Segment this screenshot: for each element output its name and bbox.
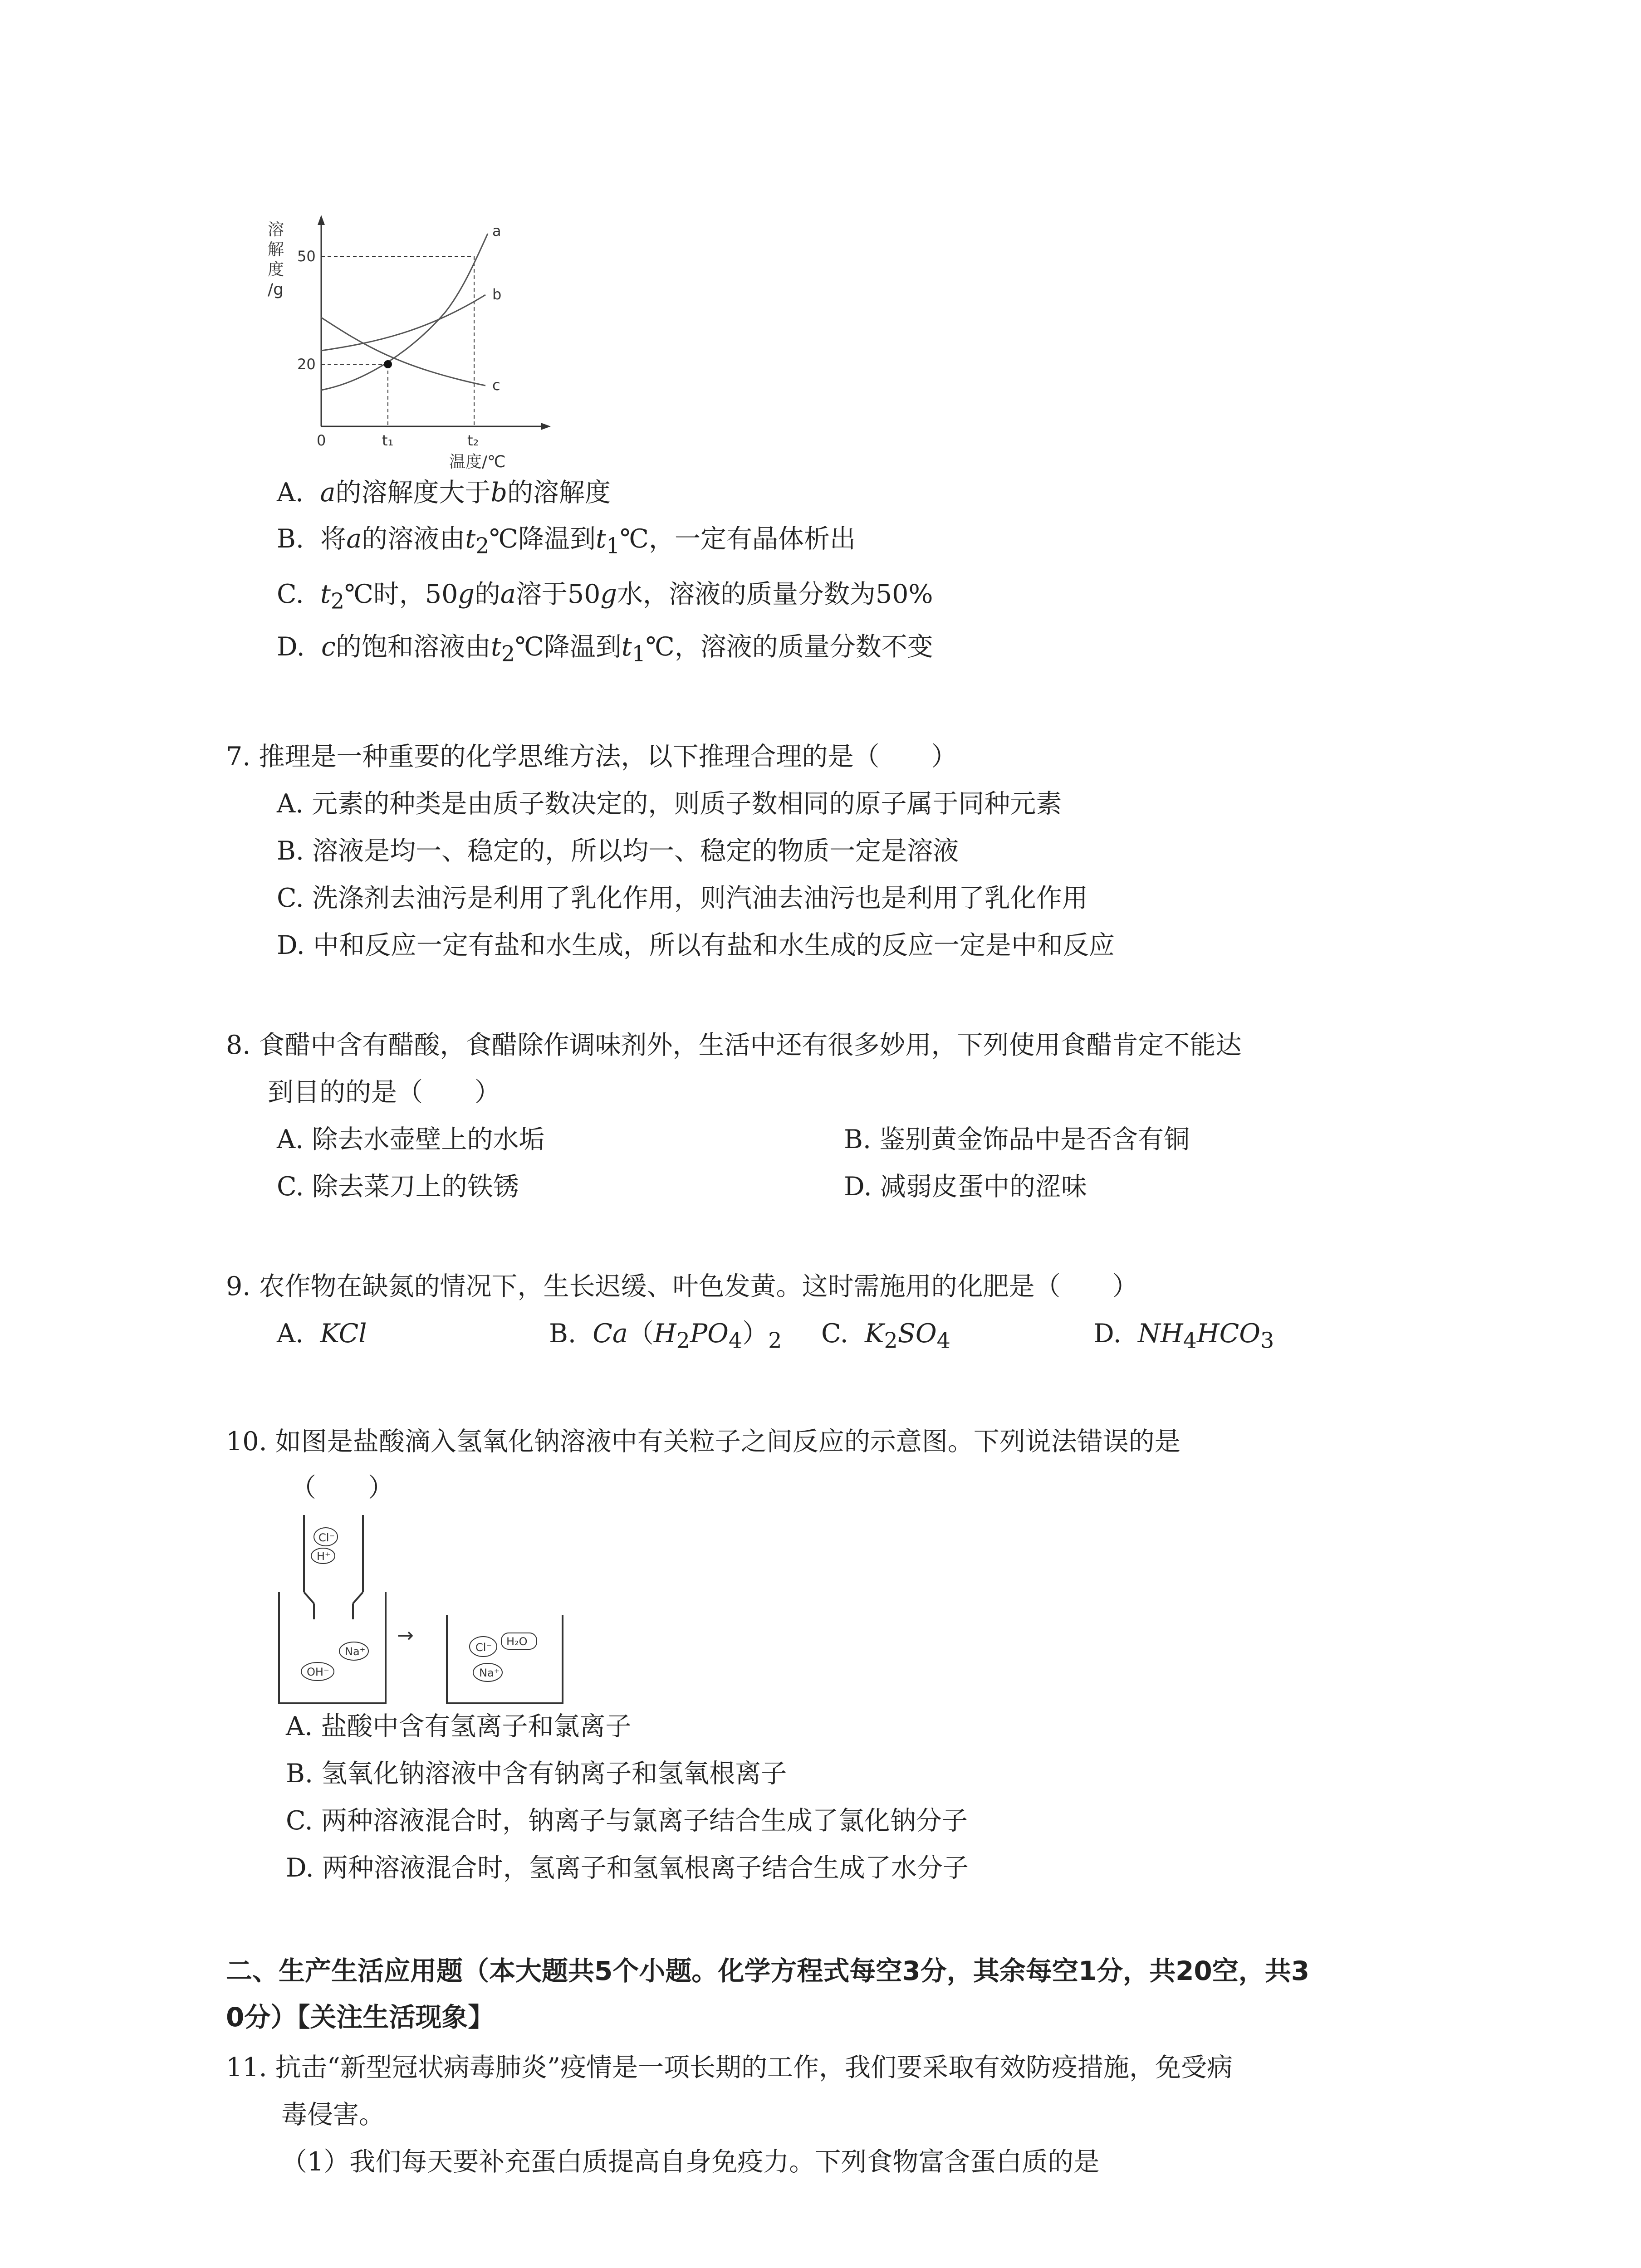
section-2-heading-line2: 0分）【关注生活现象】: [226, 2002, 495, 2033]
y-tick-20: 20: [297, 356, 316, 373]
q9-option-d: D. $NH_4HCO_3$: [1093, 1319, 1274, 1354]
q6-option-c: C. $t_2℃$时，50g的a溶于50g水，溶液的质量分数为50%: [277, 579, 933, 614]
curve-label-c: c: [492, 376, 500, 394]
intersection-point: [384, 360, 392, 368]
curve-label-b: b: [492, 286, 502, 303]
q10-option-b: B. 氢氧化钠溶液中含有钠离子和氢氧根离子: [286, 1759, 787, 1789]
x-tick-0: 0: [317, 432, 326, 449]
x-axis-label: 温度/℃: [449, 453, 506, 471]
q10-option-a: A. 盐酸中含有氢离子和氯离子: [286, 1711, 632, 1741]
x-tick-t2: t₂: [467, 432, 479, 449]
solubility-chart: [263, 213, 554, 476]
y-axis-label-1: 溶: [268, 220, 284, 239]
q7-option-d: D. 中和反应一定有盐和水生成，所以有盐和水生成的反应一定是中和反应: [277, 930, 1115, 960]
section-2-heading-line1: 二、生产生活应用题（本大题共5个小题。化学方程式每空3分，其余每空1分，共20空，共3: [226, 1955, 1310, 1986]
y-axis-arrow: [318, 215, 325, 225]
y-axis-label-3: 度: [268, 260, 284, 279]
q9-option-c: C. $K_2SO_4$: [821, 1319, 950, 1354]
q8-stem-line1: 8. 食醋中含有醋酸，食醋除作调味剂外，生活中还有很多妙用，下列使用食醋肯定不能达: [226, 1030, 1242, 1060]
beaker-1: [279, 1592, 386, 1703]
q7-option-b: B. 溶液是均一、稳定的，所以均一、稳定的物质一定是溶液: [277, 836, 959, 866]
q8-stem-line2: 到目的的是（ ）: [268, 1077, 500, 1107]
q8-option-b: B. 鉴别黄金饰品中是否含有铜: [844, 1124, 1190, 1154]
q6-option-d: D. c的饱和溶液由$t_2℃$降温到$t_1℃$，溶液的质量分数不变: [277, 632, 933, 667]
reaction-diagram: [272, 1510, 572, 1710]
q7-stem: 7. 推理是一种重要的化学思维方法，以下推理合理的是（ ）: [226, 742, 957, 772]
svg-text:H⁺: H⁺: [317, 1550, 331, 1563]
x-axis-arrow: [541, 423, 551, 430]
y-tick-50: 50: [297, 248, 316, 265]
x-tick-t1: t₁: [382, 432, 394, 449]
svg-text:H₂O: H₂O: [506, 1635, 528, 1648]
q7-option-a: A. 元素的种类是由质子数决定的，则质子数相同的原子属于同种元素: [277, 789, 1062, 819]
curve-label-a: a: [492, 222, 501, 240]
q7-option-c: C. 洗涤剂去油污是利用了乳化作用，则汽油去油污也是利用了乳化作用: [277, 883, 1088, 913]
q8-option-a: A. 除去水壶壁上的水垢: [277, 1124, 545, 1154]
q11-stem-line1: 11. 抗击“新型冠状病毒肺炎”疫情是一项长期的工作，我们要采取有效防疫措施，免受病: [226, 2053, 1233, 2082]
svg-text:OH⁻: OH⁻: [307, 1666, 329, 1678]
q8-option-c: C. 除去菜刀上的铁锈: [277, 1172, 519, 1202]
svg-text:Na⁺: Na⁺: [479, 1667, 500, 1679]
q9-stem: 9. 农作物在缺氮的情况下，生长迟缓、叶色发黄。这时需施用的化肥是（ ）: [226, 1271, 1138, 1301]
q9-option-b: B. $Ca(H_2PO_4)_2$: [549, 1319, 782, 1354]
q6-option-b: B. 将a的溶液由$t_2℃$降温到$t_1℃$，一定有晶体析出: [277, 524, 856, 559]
y-axis-label-4: /g: [268, 280, 284, 299]
y-axis-label-2: 解: [268, 240, 284, 259]
q11-sub-question-1: （1）我们每天要补充蛋白质提高自身免疫力。下列食物富含蛋白质的是: [281, 2147, 1100, 2177]
q8-option-d: D. 减弱皮蛋中的涩味: [844, 1172, 1087, 1202]
q9-option-a: A. KCl: [277, 1319, 367, 1349]
svg-text:Cl⁻: Cl⁻: [475, 1641, 492, 1654]
curve-a: [321, 234, 488, 390]
curve-b: [321, 295, 485, 351]
q10-option-d: D. 两种溶液混合时，氢离子和氢氧根离子结合生成了水分子: [286, 1853, 969, 1883]
reaction-arrow: →: [397, 1624, 414, 1647]
q11-stem-line2: 毒侵害。: [281, 2100, 385, 2130]
svg-text:Cl⁻: Cl⁻: [318, 1531, 335, 1544]
q10-option-c: C. 两种溶液混合时，钠离子与氯离子结合生成了氯化钠分子: [286, 1806, 968, 1836]
beaker-2: [447, 1615, 563, 1703]
svg-text:Na⁺: Na⁺: [345, 1645, 366, 1658]
q10-answer-paren: （ ）: [290, 1473, 394, 1503]
q10-stem: 10. 如图是盐酸滴入氢氧化钠溶液中有关粒子之间反应的示意图。下列说法错误的是: [226, 1427, 1181, 1457]
q6-option-a: A. a的溶解度大于b的溶解度: [277, 478, 611, 508]
